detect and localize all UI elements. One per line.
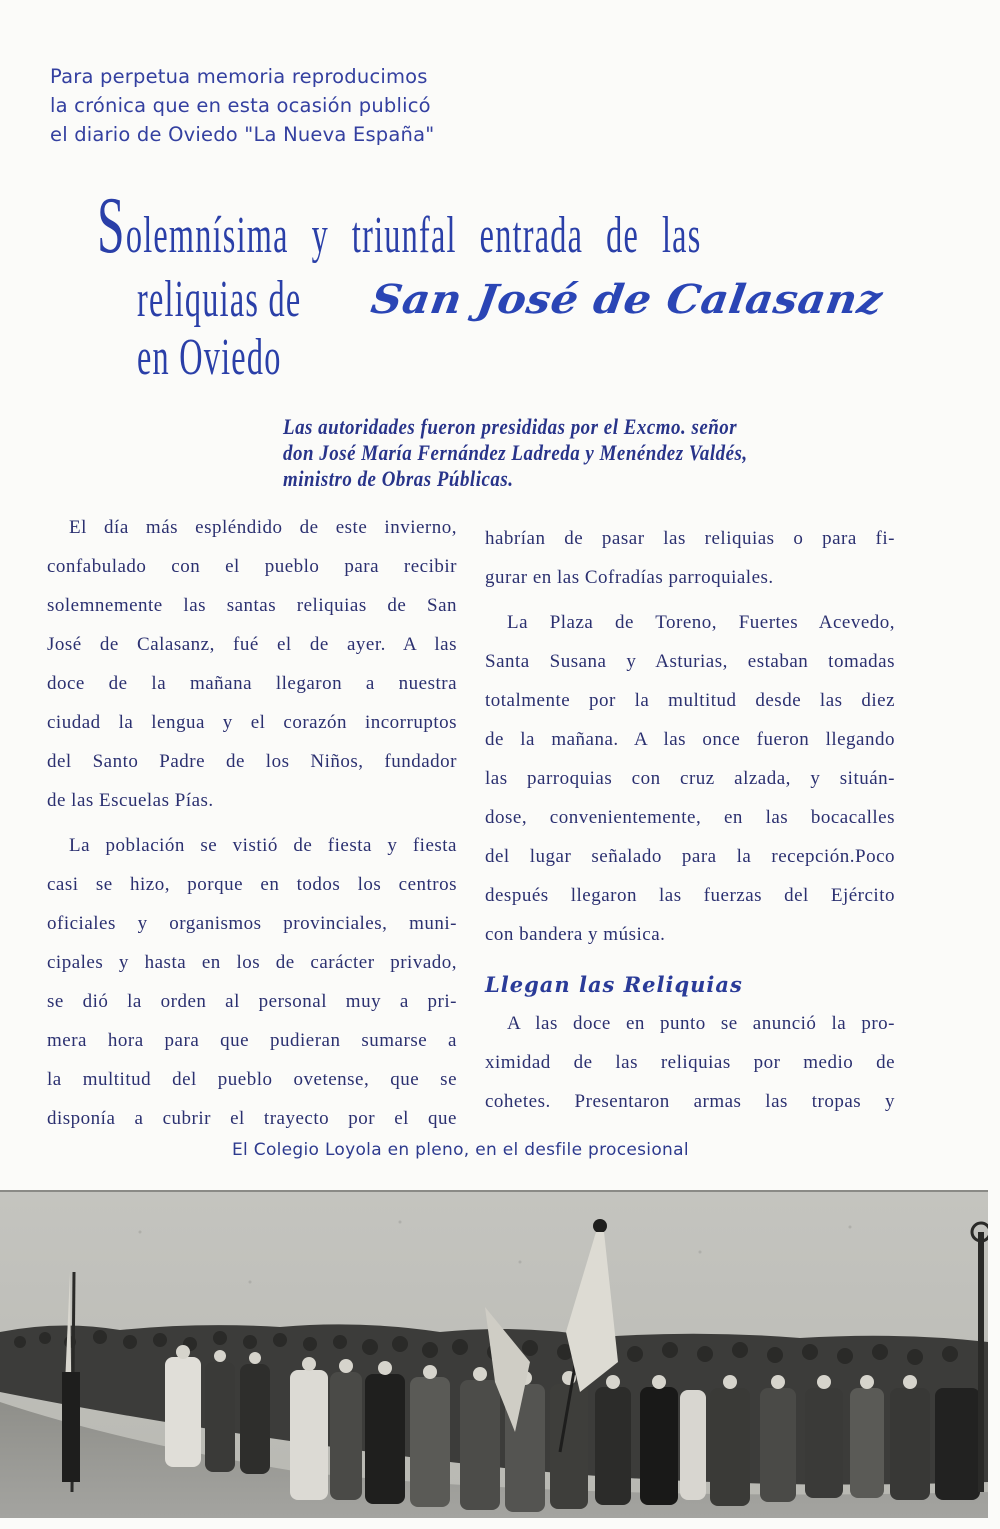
intro-note [50,62,510,149]
article-column-left [47,508,457,1138]
paragraph [485,1004,895,1121]
headline-line-1 [97,182,702,270]
intro-line: Para perpetua memoria reproducimos [50,65,428,88]
text-line: La población se vistió de fiesta y fiesta [69,835,457,856]
text-line: gurar en las Cofradías parroquiales. [485,567,774,588]
text-line: Santa Susana y Asturias, estaban tomadas [485,651,895,672]
procession-crowd-image [0,1192,988,1518]
text-line: La Plaza de Toreno, Fuertes Acevedo, [507,612,895,633]
paragraph [485,603,895,954]
headline-line-3: en Oviedo [137,329,282,386]
section-subheading: Llegan las Reliquias [485,972,743,997]
paragraph [47,826,457,1138]
text-line: casi se hizo, porque en todos los centros [47,874,457,895]
text-line: disponía a cubrir el trayecto por el que [47,1108,457,1129]
paragraph [485,519,895,597]
text-line: de la mañana. A las once fueron llegando [485,729,895,750]
text-line: del lugar señalado para la recepción.Poco [485,846,895,867]
text-line: después llegaron las fuerzas del Ejército [485,885,895,906]
intro-line: el diario de Oviedo "La Nueva España" [50,123,435,146]
text-line: solemnemente las santas reliquias de San [47,595,457,616]
article-column-right [485,519,895,1121]
headline-line-2-prefix: reliquias de [137,271,302,328]
text-line: se dió la orden al personal muy a pri- [47,991,457,1012]
headline-line-1-text: olemnísima y triunfal entrada de las [125,207,702,264]
text-line: del Santo Padre de los Niños, fundador [47,751,457,772]
subtitle [283,414,903,492]
procession-photo [0,1190,988,1518]
text-line: El día más espléndido de este invierno, [69,517,457,538]
text-line: ciudad la lengua y el corazón incorruptos [47,712,457,733]
text-line: José de Calasanz, fué el de ayer. A las [47,634,457,655]
subtitle-line: Las autoridades fueron presididas por el Excmo. señor [283,414,738,439]
text-line: con bandera y música. [485,924,666,945]
text-line: confabulado con el pueblo para recibir [47,556,457,577]
text-line: totalmente por la multitud desde las diez [485,690,895,711]
intro-line: la crónica que en esta ocasión publicó [50,94,431,117]
text-line: ximidad de las reliquias por medio de [485,1052,895,1073]
text-line: cipales y hasta en los de carácter privado, [47,952,457,973]
paragraph [47,508,457,820]
text-line: habrían de pasar las reliquias o para fi- [485,528,895,549]
text-line: cohetes. Presentaron armas las tropas y [485,1091,895,1112]
text-line: A las doce en punto se anunció la pro- [507,1013,895,1034]
text-line: las parroquias con cruz alzada, y situán- [485,768,895,789]
photo-caption: El Colegio Loyola en pleno, en el desfile procesional [232,1140,689,1160]
text-line: mera hora para que pudieran sumarse a [47,1030,457,1051]
subtitle-line: don José María Fernández Ladreda y Menéndez Valdés, [283,440,748,465]
text-line: la multitud del pueblo ovetense, que se [47,1069,457,1090]
headline-drop-letter: S [97,182,126,270]
text-line: de las Escuelas Pías. [47,790,214,811]
headline-script-name: San José de Calasanz [367,276,886,323]
subtitle-line: ministro de Obras Públicas. [283,466,514,491]
text-line: dose, convenientemente, en las bocacalles [485,807,895,828]
text-line: oficiales y organismos provinciales, muni- [47,913,457,934]
text-line: doce de la mañana llegaron a nuestra [47,673,457,694]
